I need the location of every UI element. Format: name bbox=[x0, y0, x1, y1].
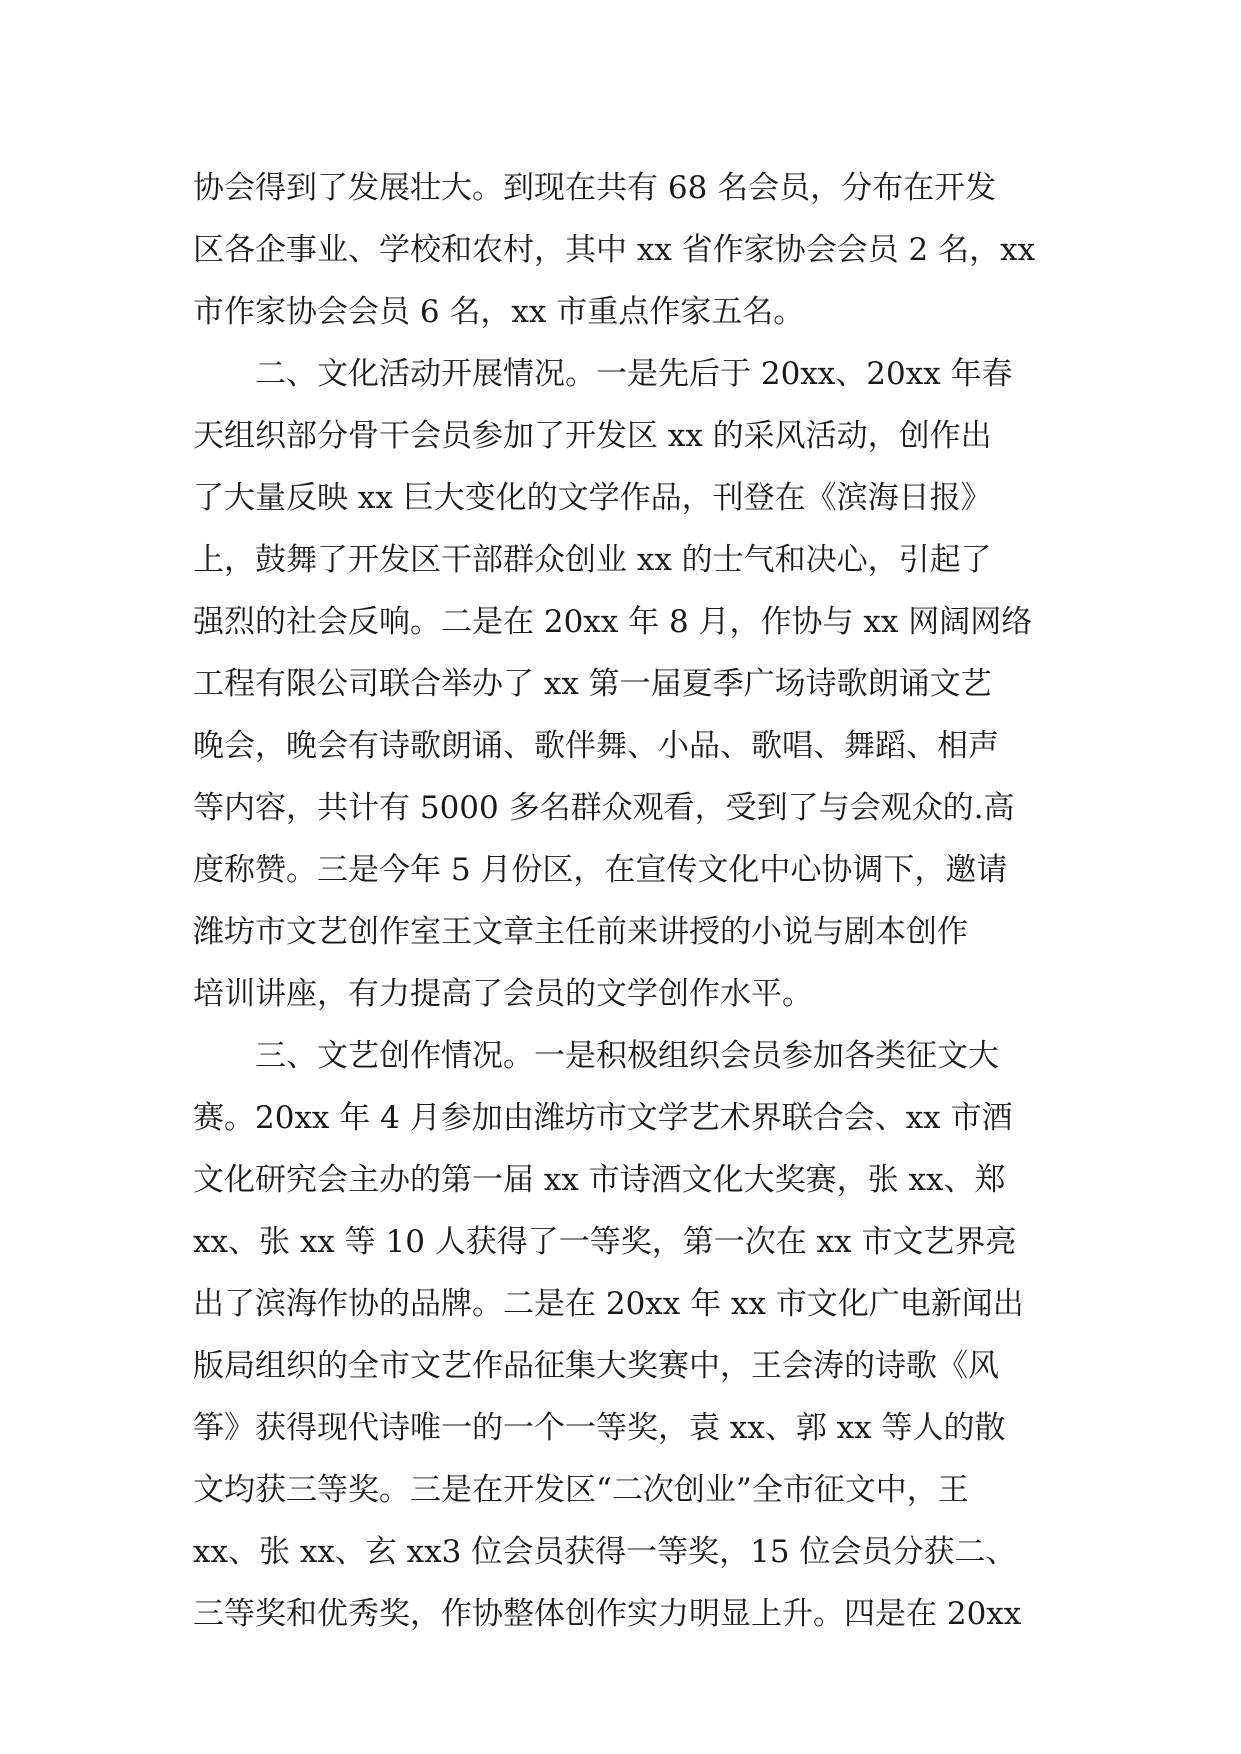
text-line: 文化研究会主办的第一届 xx 市诗酒文化大奖赛，张 xx、郑 bbox=[193, 1162, 1006, 1198]
text-line: 赛。20xx 年 4 月参加由潍坊市文学艺术界联合会、xx 市酒 bbox=[193, 1100, 1013, 1136]
text-line: 强烈的社会反响。二是在 20xx 年 8 月，作协与 xx 网阔网络 bbox=[193, 604, 1033, 640]
text-line: 度称赞。三是今年 5 月份区，在宣传文化中心协调下，邀请 bbox=[193, 852, 1008, 888]
text-line: xx、张 xx 等 10 人获得了一等奖，第一次在 xx 市文艺界亮 bbox=[193, 1224, 1017, 1260]
text-line: 工程有限公司联合举办了 xx 第一届夏季广场诗歌朗诵文艺 bbox=[193, 666, 992, 702]
text-line: 市作家协会会员 6 名，xx 市重点作家五名。 bbox=[193, 294, 805, 330]
text-line: 版局组织的全市文艺作品征集大奖赛中，王会涛的诗歌《风 bbox=[193, 1348, 999, 1384]
text-line: 文均获三等奖。三是在开发区“二次创业”全市征文中，王 bbox=[193, 1472, 969, 1508]
text-line: 三等奖和优秀奖，作协整体创作实力明显上升。四是在 20xx bbox=[193, 1596, 1022, 1632]
text-line: 区各企事业、学校和农村，其中 xx 省作家协会会员 2 名，xx bbox=[193, 232, 1036, 268]
text-line: xx、张 xx、玄 xx3 位会员获得一等奖，15 位会员分获二、 bbox=[193, 1534, 1017, 1570]
section-heading-line: 三、文艺创作情况。一是积极组织会员参加各类征文大 bbox=[255, 1038, 999, 1074]
text-line: 等内容，共计有 5000 多名群众观看，受到了与会观众的.高 bbox=[193, 790, 1015, 826]
text-line: 了大量反映 xx 巨大变化的文学作品，刊登在《滨海日报》 bbox=[193, 480, 992, 516]
text-line: 出了滨海作协的品牌。二是在 20xx 年 xx 市文化广电新闻出 bbox=[193, 1286, 1024, 1322]
text-line: 培训讲座，有力提高了会员的文学创作水平。 bbox=[193, 976, 813, 1012]
text-line: 潍坊市文艺创作室王文章主任前来讲授的小说与剧本创作 bbox=[193, 914, 968, 950]
text-line: 协会得到了发展壮大。到现在共有 68 名会员，分布在开发 bbox=[193, 170, 997, 206]
text-line: 上，鼓舞了开发区干部群众创业 xx 的士气和决心，引起了 bbox=[193, 542, 992, 578]
text-line: 筝》获得现代诗唯一的一个一等奖，袁 xx、郭 xx 等人的散 bbox=[193, 1410, 1006, 1446]
section-heading-line: 二、文化活动开展情况。一是先后于 20xx、20xx 年春 bbox=[255, 356, 1013, 392]
text-line: 晚会，晚会有诗歌朗诵、歌伴舞、小品、歌唱、舞蹈、相声 bbox=[193, 728, 999, 764]
body-text bbox=[193, 157, 1053, 1645]
text-line: 天组织部分骨干会员参加了开发区 xx 的采风活动，创作出 bbox=[193, 418, 992, 454]
